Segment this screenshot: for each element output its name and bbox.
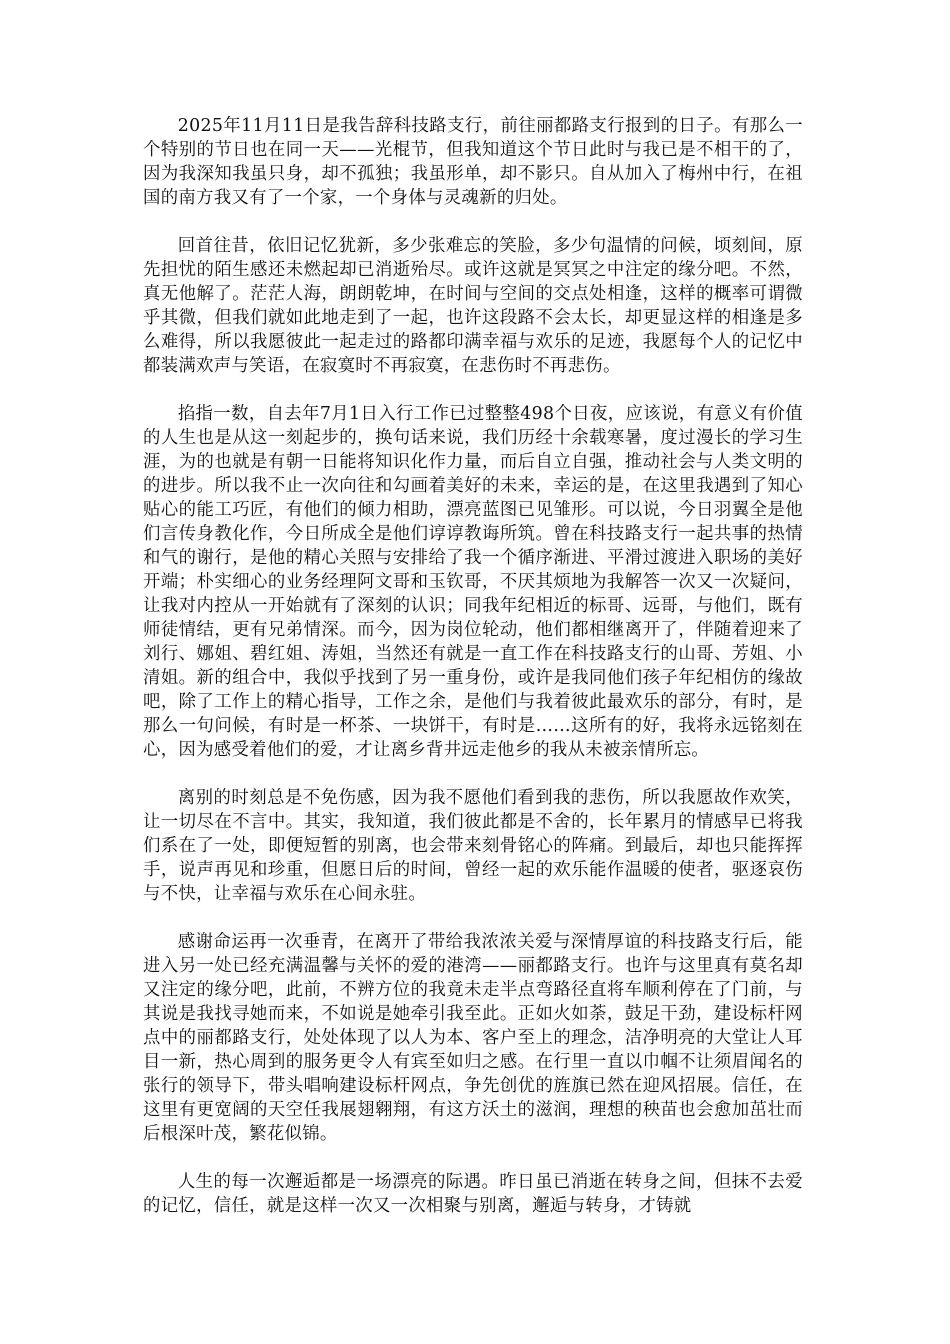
paragraph-1: 2025年11月11日是我告辞科技路支行，前往丽都路支行报到的日子。有那么一个特别的节日也在同一天——光棍节，但我知道这个节日此时与我已是不相干的了，因为我深知我虽只身，却不孤独；我虽形单，却不影只。自从加入了梅州中行，在祖国的南方我又有了一个家，一个身体与灵魂新的归处。 — [143, 116, 803, 208]
paragraph-5: 感谢命运再一次垂青，在离开了带给我浓浓关爱与深情厚谊的科技路支行后，能进入另一处已经充满温馨与关怀的爱的港湾——丽都路支行。也许与这里真有莫名却又注定的缘分吧，此前，不辨方位的我竟未走半点弯路径直将车顺利停在了门前，与其说是我找寻她而来，不如说是她牵引我至此。正如火如荼，鼓足干劲，建设标杆网点中的丽都路支行，处处体现了以人为本、客户至上的理念，洁净明亮的大堂让人耳目一新，热心周到的服务更令人有宾至如归之感。在行里一直以巾帼不让须眉闻名的张行的领导下，带头唱响建设标杆网点，争先创优的旌旗已然在迎风招展。信任，在这里有更宽阔的天空任我展翅翱翔，有这方沃土的滋润，理想的秧苗也会愈加茁壮而后根深叶茂，繁花似锦。 — [143, 932, 803, 1144]
paragraph-2: 回首往昔，依旧记忆犹新，多少张难忘的笑脸，多少句温情的问候，顷刻间，原先担忧的陌生感还未燃起却已消逝殆尽。或许这就是冥冥之中注定的缘分吧。不然，真无他解了。茫茫人海，朗朗乾坤，在时间与空间的交点处相逢，这样的概率可谓微乎其微，但我们就如此地走到了一起，也许这段路不会太长，却更显这样的相逢是多么难得，所以我愿彼此一起走过的路都印满幸福与欢乐的足迹，我愿每个人的记忆中都装满欢声与笑语，在寂寞时不再寂寞，在悲伤时不再悲伤。 — [143, 236, 803, 376]
paragraph-4: 离别的时刻总是不免伤感，因为我不愿他们看到我的悲伤，所以我愿故作欢笑，让一切尽在不言中。其实，我知道，我们彼此都是不舍的，长年累月的情感早已将我们系在了一处，即便短暂的别离，也会带来刻骨铭心的阵痛。到最后，却也只能挥挥手，说声再见和珍重，但愿日后的时间，曾经一起的欢乐能作温暖的使者，驱逐哀伤与不快，让幸福与欢乐在心间永驻。 — [143, 788, 803, 904]
paragraph-3: 掐指一数，自去年7月1日入行工作已过整整498个日夜，应该说，有意义有价值的人生也是从这一刻起步的，换句话来说，我们历经十余载寒暑，度过漫长的学习生涯，为的也就是有朝一日能将知识化作力量，而后自立自强，推动社会与人类文明的的进步。所以我不止一次向往和勾画着美好的未来，幸运的是，在这里我遇到了知心贴心的能工巧匠，有他们的倾力相助，漂亮蓝图已见雏形。可以说，今日羽翼全是他们言传身教化作，今日所成全是他们谆谆教诲所筑。曾在科技路支行一起共事的热情和气的谢行，是他的精心关照与安排给了我一个循序渐进、平滑过渡进入职场的美好开端；朴实细心的业务经理阿文哥和玉钦哥，不厌其烦地为我解答一次又一次疑问，让我对内控从一开始就有了深刻的认识；同我年纪相近的标哥、远哥，与他们，既有师徒情结，更有兄弟情深。而今，因为岗位轮动，他们都相继离开了，伴随着迎来了刘行、娜姐、碧红姐、涛姐，当然还有就是一直工作在科技路支行的山哥、芳姐、小清姐。新的组合中，我似乎找到了另一重身份，或许是我同他们孩子年纪相仿的缘故吧，除了工作上的精心指导，工作之余，是他们与我着彼此最欢乐的部分，有时，是那么一句问候，有时是一杯茶、一块饼干，有时是……这所有的好，我将永远铭刻在心，因为感受着他们的爱，才让离乡背井远走他乡的我从未被亲情所忘。 — [143, 404, 803, 760]
document-body — [143, 114, 803, 1218]
paragraph-6: 人生的每一次邂逅都是一场漂亮的际遇。昨日虽已消逝在转身之间，但抹不去爱的记忆，信任，就是这样一次又一次相聚与别离，邂逅与转身，才铸就 — [143, 1172, 803, 1216]
